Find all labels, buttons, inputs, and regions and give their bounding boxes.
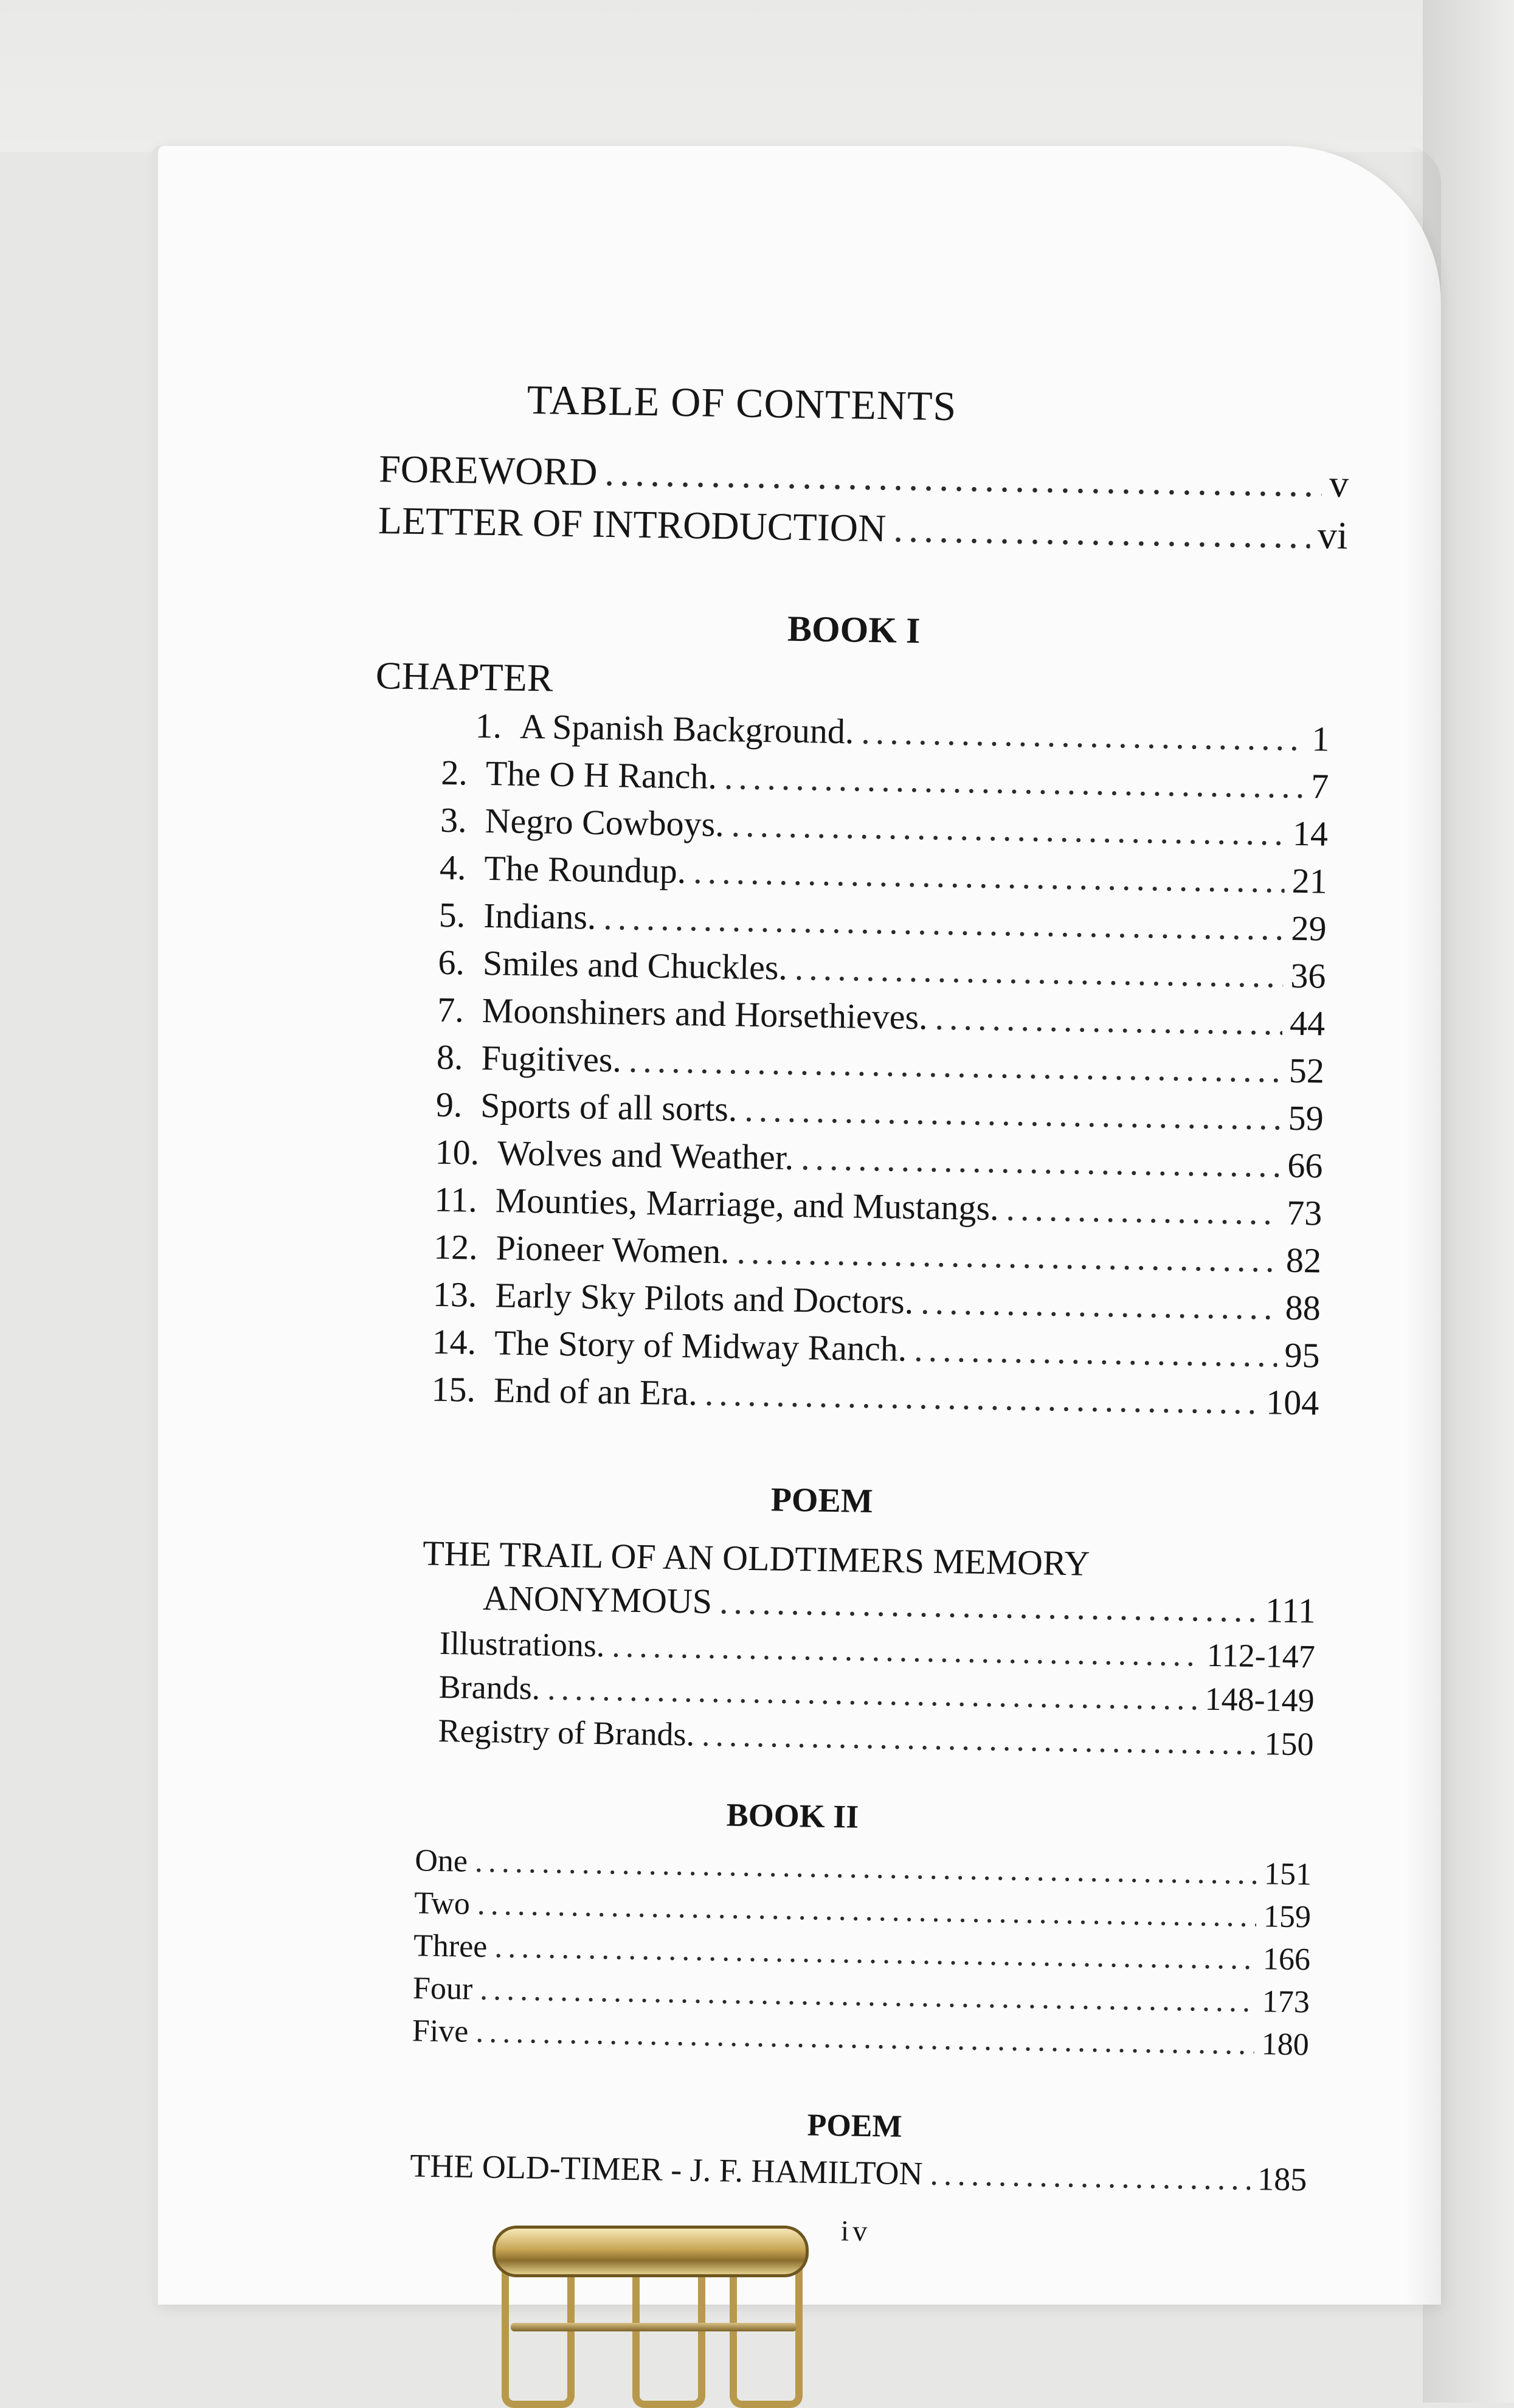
dot-leader [693, 851, 1285, 901]
entry-label: Registry of Brands. [438, 1712, 695, 1753]
dot-leader [474, 1844, 1257, 1892]
chapter-page: 66 [1287, 1145, 1323, 1186]
entry-page: 173 [1262, 1984, 1310, 2020]
entry-page: vi [1317, 513, 1349, 558]
dot-leader [914, 1329, 1277, 1375]
toc-entry-letter-of-introduction [378, 498, 1348, 558]
chapter-title: Indians. [483, 895, 597, 937]
chapter-entry [432, 1274, 1321, 1329]
book-page [158, 146, 1441, 2305]
entry-page: 151 [1263, 1856, 1312, 1892]
chapter-number: 14. [432, 1321, 477, 1362]
poem-heading: POEM [807, 2108, 902, 2144]
chapter-entry [435, 1132, 1323, 1186]
entry-label: Brands. [438, 1668, 541, 1707]
entry-label: Two [413, 1886, 471, 1922]
chapter-page: 21 [1291, 860, 1328, 901]
poem-author: ANONYMOUS [482, 1577, 713, 1621]
entry-page: 166 [1262, 1942, 1311, 1977]
chapter-number: 2. [440, 752, 468, 793]
poem-entry-old-timer [410, 2147, 1307, 2198]
clip-plate [493, 2226, 809, 2277]
entry-label: FOREWORD [378, 447, 598, 494]
chapter-entry [432, 1321, 1320, 1376]
dot-leader [794, 947, 1283, 996]
dot-leader [547, 1670, 1198, 1718]
dot-leader [628, 1040, 1282, 1091]
entry-label: Four [412, 1971, 473, 2007]
chapter-number: 13. [432, 1274, 477, 1315]
table-of-contents [140, 136, 1457, 2315]
chapter-page: 59 [1288, 1098, 1324, 1138]
chapter-number: 7. [437, 989, 465, 1030]
dot-leader [744, 1089, 1281, 1138]
poem-heading: POEM [770, 1481, 874, 1521]
dot-leader [494, 1929, 1256, 1977]
entry-label: Three [413, 1928, 488, 1965]
chapter-title: Negro Cowboys. [485, 800, 725, 845]
background-top [0, 0, 1514, 152]
dot-leader [801, 1137, 1281, 1185]
chapter-number: 1. [475, 705, 502, 746]
dot-leader [930, 2155, 1251, 2198]
dot-leader [921, 1281, 1279, 1327]
entry-page: v [1329, 462, 1349, 506]
entry-label: Illustrations. [439, 1624, 605, 1664]
chapter-title: Smiles and Chuckles. [482, 943, 788, 988]
entry-page: 159 [1263, 1899, 1312, 1935]
chapter-page: 44 [1289, 1003, 1326, 1043]
chapter-title: Mounties, Marriage, and Mustangs. [495, 1180, 1000, 1228]
poem-page: 185 [1257, 2161, 1307, 2198]
dot-leader [731, 804, 1285, 853]
book-ii-entry [413, 1928, 1311, 1977]
entry-page: 150 [1264, 1725, 1314, 1763]
book-ii-heading: BOOK II [726, 1796, 859, 1835]
chapter-page: 36 [1290, 955, 1326, 996]
chapter-page: 29 [1291, 908, 1327, 949]
chapter-page: 88 [1285, 1287, 1321, 1328]
entry-label: LETTER OF INTRODUCTION [378, 499, 887, 550]
chapter-entry [438, 894, 1327, 949]
book-ii-entry [415, 1842, 1312, 1892]
chapter-entry [437, 989, 1326, 1044]
chapter-entry [434, 1226, 1322, 1281]
chapter-page: 7 [1310, 766, 1329, 806]
chapter-page: 14 [1292, 813, 1329, 854]
dot-leader [612, 1627, 1200, 1673]
chapter-number: 8. [436, 1037, 464, 1078]
book-ii-entry [412, 2013, 1309, 2063]
chapter-number: 10. [435, 1132, 480, 1172]
dot-leader [477, 1886, 1256, 1934]
entry-page: 180 [1261, 2027, 1310, 2063]
chapter-entry [431, 1369, 1319, 1424]
dot-leader [724, 756, 1304, 806]
poem-title: THE TRAIL OF AN OLDTIMERS MEMORY [422, 1533, 1090, 1583]
dot-leader [702, 1716, 1257, 1762]
dot-leader [935, 997, 1283, 1043]
poem-page: 111 [1265, 1590, 1316, 1631]
chapter-page: 73 [1286, 1192, 1322, 1233]
dot-leader [893, 506, 1311, 558]
book-i-heading: BOOK I [787, 608, 921, 651]
chapter-title: Fugitives. [481, 1037, 622, 1080]
chapter-number: 12. [433, 1226, 479, 1267]
poem-title: THE OLD-TIMER - J. F. HAMILTON [409, 2147, 923, 2192]
chapter-entry [441, 752, 1329, 807]
entry-label: One [414, 1843, 468, 1879]
chapter-entry [438, 942, 1326, 997]
dot-leader [861, 711, 1305, 759]
entry-label: Five [412, 2013, 469, 2049]
dot-leader [1006, 1188, 1280, 1233]
chapter-title: Wolves and Weather. [497, 1133, 794, 1177]
entry-page: 112-147 [1206, 1636, 1316, 1675]
chapter-entry [475, 705, 1330, 759]
chapter-number: 9. [435, 1084, 463, 1125]
toc-entry-foreword [379, 446, 1349, 507]
dot-leader [475, 2014, 1254, 2062]
chapter-entry [437, 1037, 1325, 1092]
chapter-title: The O H Ranch. [485, 753, 717, 797]
dot-leader [604, 450, 1322, 507]
poem-author-entry [483, 1577, 1316, 1631]
chapter-page: 95 [1284, 1335, 1321, 1375]
dot-leader [704, 1373, 1259, 1422]
appendix-entry-illustrations [439, 1624, 1315, 1676]
clip-bar [511, 2323, 797, 2331]
chapter-number: 5. [438, 894, 466, 935]
book-ii-entry [413, 1970, 1310, 2020]
dot-leader [719, 1581, 1259, 1630]
chapter-number: 4. [439, 847, 467, 888]
chapter-title: The Story of Midway Ranch. [494, 1323, 907, 1369]
chapter-title: Moonshiners and Horsethieves. [482, 990, 928, 1037]
book-ii-entry [414, 1885, 1312, 1935]
chapter-entry [434, 1179, 1322, 1234]
chapter-title: The Roundup. [483, 848, 686, 891]
chapter-title: Pioneer Women. [496, 1228, 730, 1271]
chapter-title: A Spanish Background. [519, 706, 854, 752]
chapter-label: CHAPTER [375, 654, 554, 700]
chapter-number: 6. [438, 942, 465, 983]
entry-page: 148-149 [1205, 1680, 1315, 1719]
chapter-entry [435, 1084, 1324, 1139]
dot-leader [480, 1971, 1256, 2019]
dot-leader [603, 897, 1284, 949]
chapter-number: 11. [434, 1179, 478, 1220]
chapter-title: Early Sky Pilots and Doctors. [494, 1275, 914, 1322]
chapter-number: 15. [431, 1369, 476, 1410]
appendix-entry-registry [438, 1712, 1314, 1763]
page-folio: iv [840, 2215, 871, 2248]
chapter-entry [439, 847, 1327, 902]
chapter-title: Sports of all sorts. [480, 1085, 738, 1129]
chapter-page: 82 [1285, 1240, 1322, 1281]
chapter-number: 3. [440, 800, 468, 840]
appendix-entry-brands [438, 1668, 1315, 1720]
chapter-title: End of an Era. [493, 1370, 698, 1413]
toc-title: TABLE OF CONTENTS [527, 376, 957, 429]
chapter-entry [440, 800, 1329, 854]
chapter-page: 1 [1311, 719, 1330, 759]
chapter-page: 104 [1265, 1382, 1319, 1423]
dot-leader [736, 1231, 1279, 1280]
chapter-page: 52 [1288, 1050, 1325, 1091]
binder-clip [486, 2219, 827, 2403]
